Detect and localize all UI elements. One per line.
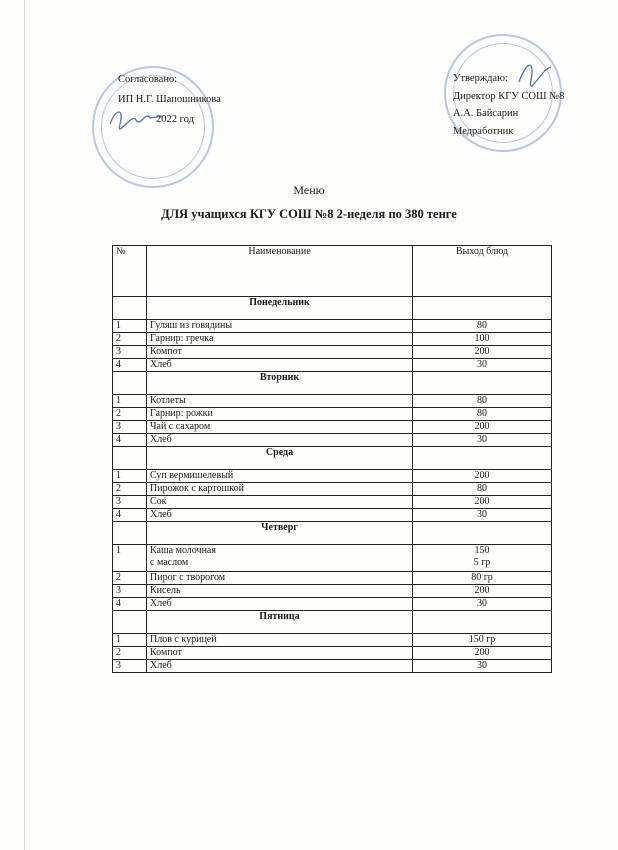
dish-output-cell [413, 634, 552, 647]
dish-name: Гарнир: рожки [150, 408, 213, 419]
dish-number: 1 [113, 320, 147, 333]
dish-name-cell [147, 585, 413, 598]
approver-name: ИП Н.Г. Шапошникова [118, 94, 221, 105]
dish-name: Хлеб [150, 598, 172, 609]
dish-name-cell [147, 346, 413, 359]
table-row [113, 496, 552, 509]
director-name: А.А. Байсарин [453, 108, 519, 119]
dish-name-cell [147, 359, 413, 372]
dish-output: 80 [477, 395, 487, 406]
day-cell-empty [413, 372, 552, 395]
dish-name-cell [147, 509, 413, 522]
dish-number: 2 [113, 483, 147, 496]
day-row [113, 372, 552, 395]
dish-name-cell [147, 434, 413, 447]
dish-name: Кисель [150, 585, 181, 596]
dish-name: Сок [150, 496, 167, 507]
dish-output-cell [413, 421, 552, 434]
dish-name: Чай с сахаром [150, 421, 211, 432]
day-cell-empty [113, 447, 147, 470]
dish-output-cell [413, 408, 552, 421]
approval-label: Согласовано: [118, 74, 178, 85]
approval-date: 2022 год [156, 114, 194, 125]
dish-output-cell [413, 496, 552, 509]
day-cell-empty [113, 522, 147, 545]
dish-name-extra: с маслом [150, 557, 189, 568]
table-row [113, 545, 552, 572]
dish-name: Пирожок с картошкой [150, 483, 244, 494]
day-row [113, 447, 552, 470]
table-row [113, 333, 552, 346]
dish-output: 30 [477, 509, 487, 520]
dish-output: 80 [477, 483, 487, 494]
day-name: Среда [147, 447, 413, 470]
table-row [113, 421, 552, 434]
dish-number: 3 [113, 496, 147, 509]
column-header-number: № [113, 246, 147, 297]
day-cell-empty [113, 372, 147, 395]
dish-output: 100 [474, 333, 490, 344]
table-row [113, 434, 552, 447]
day-name: Четверг [147, 522, 413, 545]
dish-output-cell [413, 470, 552, 483]
day-row [113, 611, 552, 634]
approval-block-right [453, 70, 564, 140]
dish-name: Хлеб [150, 434, 172, 445]
dish-number: 3 [113, 660, 147, 673]
dish-number: 4 [113, 359, 147, 372]
dish-name: Компот [150, 346, 182, 357]
nurse-label: Медработник [453, 125, 514, 137]
dish-output-cell [413, 359, 552, 372]
day-cell-empty [113, 297, 147, 320]
dish-output: 200 [474, 585, 490, 596]
dish-name: Хлеб [150, 509, 172, 520]
table-row [113, 395, 552, 408]
dish-number: 3 [113, 346, 147, 359]
table-row [113, 346, 552, 359]
confirm-label: Утверждаю: [453, 73, 508, 84]
dish-output-cell [413, 647, 552, 660]
dish-output: 30 [477, 660, 487, 671]
day-cell-empty [113, 611, 147, 634]
table-header-row [113, 246, 552, 297]
dish-output-extra: 5 гр [473, 557, 491, 568]
day-cell-empty [413, 522, 552, 545]
dish-name-cell [147, 421, 413, 434]
day-row [113, 297, 552, 320]
dish-name: Суп вермишелевый [150, 470, 234, 481]
column-header-name: Наименование [147, 246, 413, 297]
dish-name-cell [147, 660, 413, 673]
table-row [113, 585, 552, 598]
scan-edge-line [24, 0, 25, 850]
dish-number: 1 [113, 634, 147, 647]
table-row [113, 470, 552, 483]
table-row [113, 572, 552, 585]
dish-number: 4 [113, 434, 147, 447]
menu-table [112, 245, 552, 673]
dish-number: 1 [113, 545, 147, 572]
dish-number: 1 [113, 470, 147, 483]
dish-name: Хлеб [150, 359, 172, 370]
table-row [113, 634, 552, 647]
dish-output-cell [413, 598, 552, 611]
dish-number: 2 [113, 647, 147, 660]
dish-number: 2 [113, 572, 147, 585]
table-row [113, 598, 552, 611]
document-title: Меню [293, 183, 325, 197]
dish-output-cell [413, 320, 552, 333]
dish-output: 200 [474, 421, 490, 432]
dish-number: 4 [113, 509, 147, 522]
dish-output: 200 [474, 470, 490, 481]
dish-name: Гуляш из говядины [150, 320, 233, 331]
dish-name-cell [147, 395, 413, 408]
dish-output: 80 [477, 408, 487, 419]
dish-name-cell [147, 598, 413, 611]
dish-output: 80 гр [471, 572, 493, 583]
table-row [113, 483, 552, 496]
dish-output-cell [413, 545, 552, 572]
dish-name-cell [147, 634, 413, 647]
dish-name-cell [147, 408, 413, 421]
dish-number: 2 [113, 333, 147, 346]
table-row [113, 408, 552, 421]
dish-name: Пирог с творогом [150, 572, 226, 583]
dish-output-cell [413, 509, 552, 522]
dish-output-cell [413, 346, 552, 359]
dish-output-cell [413, 585, 552, 598]
day-cell-empty [413, 297, 552, 320]
dish-output-cell [413, 333, 552, 346]
dish-output-cell [413, 395, 552, 408]
dish-name: Компот [150, 647, 182, 658]
dish-name: Гарнир: гречка [150, 333, 214, 344]
dish-output: 30 [477, 359, 487, 370]
menu-table-body [113, 297, 552, 673]
day-name: Понедельник [147, 297, 413, 320]
day-name: Вторник [147, 372, 413, 395]
dish-output: 80 [477, 320, 487, 331]
dish-output-cell [413, 483, 552, 496]
dish-output: 200 [474, 647, 490, 658]
document-subtitle: ДЛЯ учащихся КГУ СОШ №8 2-неделя по 380 тенге [161, 207, 457, 221]
dish-name-cell [147, 545, 413, 572]
dish-output-cell [413, 572, 552, 585]
day-row [113, 522, 552, 545]
dish-name-cell [147, 333, 413, 346]
dish-name-cell [147, 470, 413, 483]
dish-number: 3 [113, 585, 147, 598]
dish-name: Котлеты [150, 395, 186, 406]
dish-number: 3 [113, 421, 147, 434]
table-row [113, 359, 552, 372]
dish-name-cell [147, 483, 413, 496]
dish-name-cell [147, 496, 413, 509]
dish-name-cell [147, 572, 413, 585]
dish-output: 150 гр [468, 634, 496, 645]
day-name: Пятница [147, 611, 413, 634]
table-row [113, 660, 552, 673]
dish-name-cell [147, 320, 413, 333]
approval-block-left [118, 70, 221, 130]
dish-name: Плов с курицей [150, 634, 217, 645]
dish-output: 200 [474, 496, 490, 507]
table-row [113, 320, 552, 333]
day-cell-empty [413, 611, 552, 634]
dish-number: 1 [113, 395, 147, 408]
dish-output: 30 [477, 434, 487, 445]
dish-output: 150 [474, 545, 490, 556]
day-cell-empty [413, 447, 552, 470]
dish-name-cell [147, 647, 413, 660]
dish-output-cell [413, 434, 552, 447]
dish-name: Каша молочная [150, 545, 216, 556]
dish-number: 4 [113, 598, 147, 611]
table-row [113, 647, 552, 660]
director-title: Директор КГУ СОШ №8 [453, 90, 565, 102]
dish-name: Хлеб [150, 660, 172, 671]
dish-output: 30 [477, 598, 487, 609]
dish-output: 200 [474, 346, 490, 357]
dish-number: 2 [113, 408, 147, 421]
dish-output-cell [413, 660, 552, 673]
table-row [113, 509, 552, 522]
column-header-output: Выход блюд [413, 246, 552, 297]
